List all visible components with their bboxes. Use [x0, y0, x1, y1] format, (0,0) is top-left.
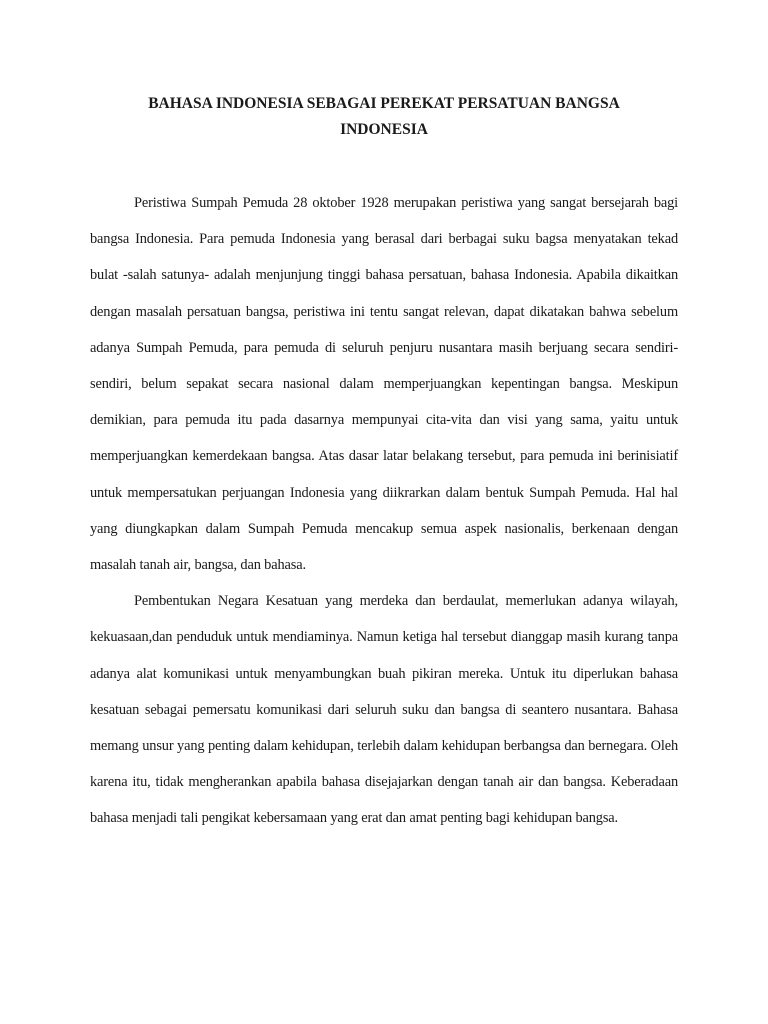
document-title [90, 91, 678, 143]
paragraph-1: Peristiwa Sumpah Pemuda 28 oktober 1928 merupakan peristiwa yang sangat bersejarah bagi bangsa Indonesia. Para pemuda Indonesia yang berasal dari berbagai suku bagsa menyatakan tekad bulat -salah satunya- adalah menjunjung tinggi bahasa persatuan, bahasa Indonesia. Apabila dikaitkan dengan masalah persatuan bangsa, peristiwa ini tentu sangat relevan, dapat dikatakan bahwa sebelum adanya Sumpah Pemuda, para pemuda di seluruh penjuru nusantara masih berjuang secara sendiri-sendiri, belum sepakat secara nasional dalam memperjuangkan kepentingan bangsa. Meskipun demikian, para pemuda itu pada dasarnya mempunyai cita-vita dan visi yang sama, yaitu untuk memperjuangkan kemerdekaan bangsa. Atas dasar latar belakang tersebut, para pemuda ini berinisiatif untuk mempersatukan perjuangan Indonesia yang diikrarkan dalam bentuk Sumpah Pemuda. Hal hal yang diungkapkan dalam Sumpah Pemuda mencakup semua aspek nasionalis, berkenaan dengan masalah tanah air, bangsa, dan bahasa. [90, 195, 678, 574]
document-body [90, 185, 678, 837]
title-line-1: BAHASA INDONESIA SEBAGAI PEREKAT PERSATUAN BANGSA [148, 95, 620, 112]
paragraph-2: Pembentukan Negara Kesatuan yang merdeka dan berdaulat, memerlukan adanya wilayah, kekuasaan,dan penduduk untuk mendiaminya. Namun ketiga hal tersebut dianggap masih kurang tanpa adanya alat komunikasi untuk menyambungkan buah pikiran mereka. Untuk itu diperlukan bahasa kesatuan sebagai pemersatu komunikasi dari seluruh suku dan bangsa di seantero nusantara. Bahasa memang unsur yang penting dalam kehidupan, terlebih dalam kehidupan berbangsa dan bernegara. Oleh karena itu, tidak mengherankan apabila bahasa disejajarkan dengan tanah air dan bangsa. Keberadaan bahasa menjadi tali pengikat kebersamaan yang erat dan amat penting bagi kehidupan bangsa. [90, 593, 678, 827]
title-line-2: INDONESIA [340, 121, 428, 138]
